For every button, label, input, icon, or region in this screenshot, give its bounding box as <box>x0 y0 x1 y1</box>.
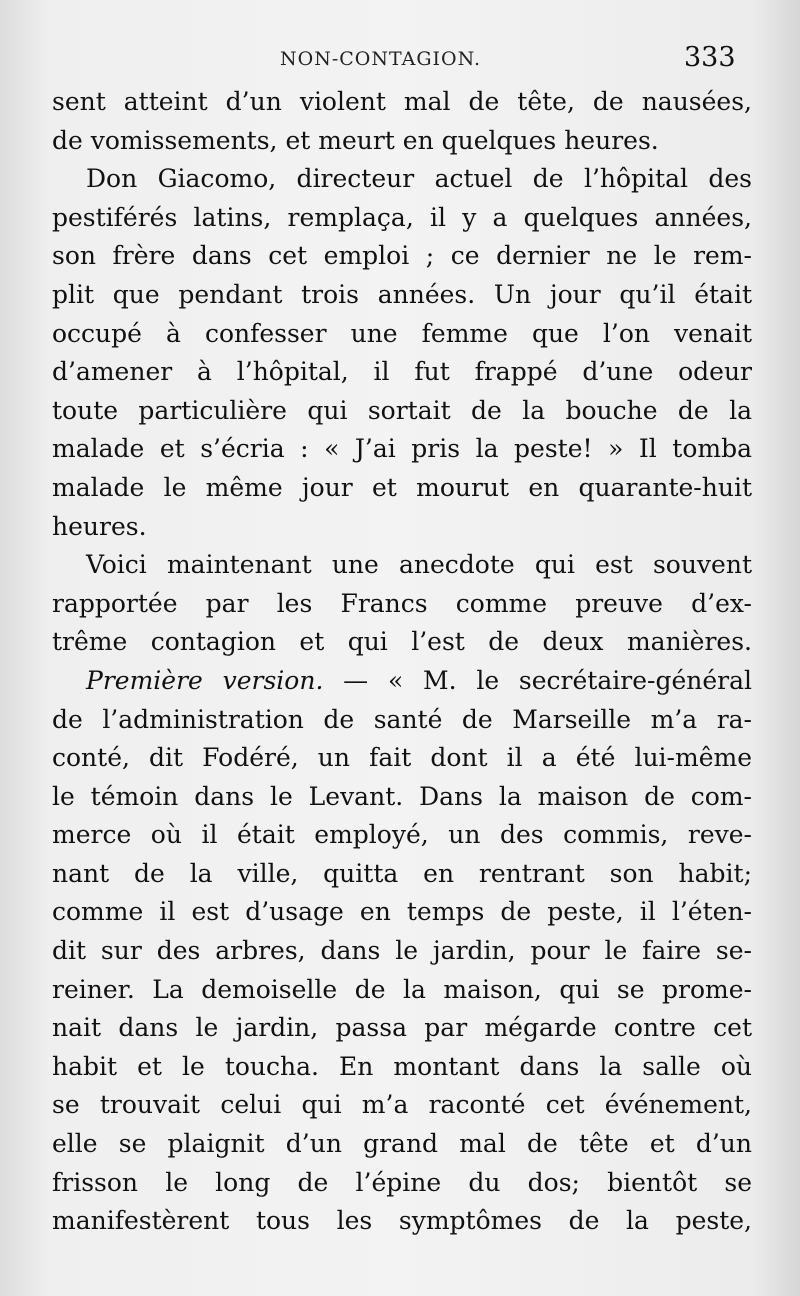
text-line: comme il est d’usage en temps de peste, il l’éten- <box>52 897 752 927</box>
text-line: toute particulière qui sortait de la bouche de la <box>52 395 752 425</box>
body-text <box>52 83 752 1241</box>
text-line: d’amener à l’hôpital, il fut frappé d’une odeur <box>52 357 752 387</box>
text-line: le témoin dans le Levant. Dans la maison de com- <box>52 781 752 811</box>
text-line: frisson le long de l’épine du dos; bientôt se <box>52 1167 752 1197</box>
text-line <box>52 662 752 701</box>
running-head <box>0 42 800 82</box>
text-line: plit que pendant trois années. Un jour qu’il était <box>52 279 752 309</box>
text-line: conté, dit Fodéré, un fait dont il a été lui-même <box>52 743 752 773</box>
text-line: malade le même jour et mourut en quarante-huit <box>52 472 752 502</box>
text-line: nant de la ville, quitta en rentrant son habit; <box>52 858 752 888</box>
text-line: occupé à confesser une femme que l’on venait <box>52 318 752 348</box>
text-line: manifestèrent tous les symptômes de la peste, <box>52 1206 752 1236</box>
text-line: Voici maintenant une anecdote qui est souvent <box>86 550 752 580</box>
running-title: NON-CONTAGION. <box>280 48 482 70</box>
text-line: trême contagion et qui l’est de deux manières. <box>52 627 752 657</box>
page-number: 333 <box>684 42 736 73</box>
text-line: Don Giacomo, directeur actuel de l’hôpital des <box>86 164 752 194</box>
text-line: elle se plaignit d’un grand mal de tête et d’un <box>52 1129 752 1159</box>
text-line: habit et le toucha. En montant dans la salle où <box>52 1051 752 1081</box>
text-line: nait dans le jardin, passa par mégarde contre cet <box>52 1013 752 1043</box>
text-line: malade et s’écria : « J’ai pris la peste! » Il tomba <box>52 434 752 464</box>
text-line: heures. <box>52 511 147 541</box>
text-line: dit sur des arbres, dans le jardin, pour le faire se- <box>52 936 752 966</box>
text-line: son frère dans cet emploi ; ce dernier ne le rem- <box>52 241 752 271</box>
text-line: de l’administration de santé de Marseille m’a ra- <box>52 704 752 734</box>
text-line: sent atteint d’un violent mal de tête, de nausées, <box>52 87 752 116</box>
section-label: Première version. <box>86 665 324 695</box>
text-line: merce où il était employé, un des commis, reve- <box>52 820 752 850</box>
text-line: reiner. La demoiselle de la maison, qui se prome- <box>52 974 752 1004</box>
line-rest: — « M. le secrétaire-général <box>323 665 752 695</box>
text-line: rapportée par les Francs comme preuve d’ex- <box>52 588 752 618</box>
text-line: se trouvait celui qui m’a raconté cet événement, <box>52 1090 752 1120</box>
text-line: pestiférés latins, remplaça, il y a quelques années, <box>52 202 752 232</box>
text-line: de vomissements, et meurt en quelques heures. <box>52 125 659 155</box>
